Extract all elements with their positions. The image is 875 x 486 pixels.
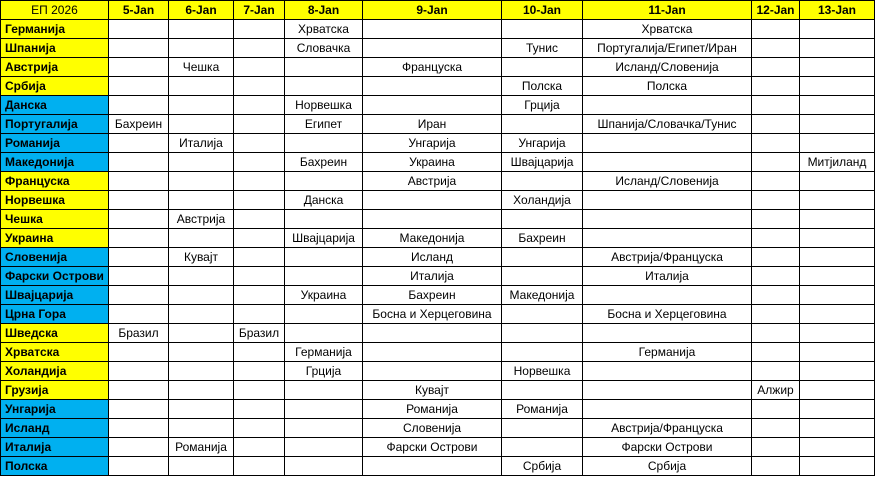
opponent-cell[interactable] (234, 191, 285, 210)
opponent-cell[interactable] (752, 210, 800, 229)
table-row (1, 362, 875, 381)
opponent-cell[interactable]: Кувајт (169, 248, 234, 267)
team-name-cell[interactable]: Шпанија (1, 39, 109, 58)
date-header[interactable]: 13-Jan (800, 1, 875, 20)
opponent-cell[interactable] (285, 381, 363, 400)
table-row (1, 419, 875, 438)
opponent-cell[interactable] (800, 172, 875, 191)
opponent-cell[interactable]: Фарски Острови (583, 438, 752, 457)
opponent-cell[interactable] (752, 153, 800, 172)
opponent-cell[interactable]: Швајцарија (285, 229, 363, 248)
opponent-cell[interactable] (800, 210, 875, 229)
opponent-cell[interactable] (234, 153, 285, 172)
opponent-cell[interactable]: Бахреин (363, 286, 502, 305)
opponent-cell[interactable] (169, 115, 234, 134)
opponent-cell[interactable] (169, 77, 234, 96)
opponent-cell[interactable] (752, 267, 800, 286)
opponent-cell[interactable] (502, 305, 583, 324)
opponent-cell[interactable]: Унгарија (363, 134, 502, 153)
opponent-cell[interactable] (285, 400, 363, 419)
opponent-cell[interactable] (800, 191, 875, 210)
opponent-cell[interactable]: Словачка (285, 39, 363, 58)
table-row (1, 20, 875, 39)
opponent-cell[interactable] (800, 96, 875, 115)
opponent-cell[interactable] (109, 438, 169, 457)
opponent-cell[interactable] (583, 400, 752, 419)
date-header[interactable]: 12-Jan (752, 1, 800, 20)
date-header[interactable]: 8-Jan (285, 1, 363, 20)
opponent-cell[interactable] (109, 305, 169, 324)
opponent-cell[interactable] (800, 248, 875, 267)
opponent-cell[interactable] (502, 210, 583, 229)
team-name-cell[interactable]: Германија (1, 20, 109, 39)
opponent-cell[interactable] (583, 381, 752, 400)
date-header[interactable]: 9-Jan (363, 1, 502, 20)
opponent-cell[interactable]: Германија (583, 343, 752, 362)
opponent-cell[interactable] (234, 210, 285, 229)
opponent-cell[interactable]: Тунис (502, 39, 583, 58)
opponent-cell[interactable]: Босна и Херцеговина (363, 305, 502, 324)
opponent-cell[interactable] (285, 58, 363, 77)
opponent-cell[interactable]: Германија (285, 343, 363, 362)
opponent-cell[interactable] (285, 77, 363, 96)
opponent-cell[interactable] (363, 96, 502, 115)
opponent-cell[interactable] (109, 381, 169, 400)
table-row (1, 191, 875, 210)
team-name-cell[interactable]: Италија (1, 438, 109, 457)
date-header[interactable]: 7-Jan (234, 1, 285, 20)
opponent-cell[interactable] (234, 381, 285, 400)
opponent-cell[interactable] (752, 96, 800, 115)
date-header[interactable]: 6-Jan (169, 1, 234, 20)
opponent-cell[interactable]: Иран (363, 115, 502, 134)
opponent-cell[interactable] (234, 362, 285, 381)
opponent-cell[interactable] (502, 438, 583, 457)
opponent-cell[interactable]: Италија (169, 134, 234, 153)
opponent-cell[interactable] (109, 267, 169, 286)
opponent-cell[interactable] (109, 191, 169, 210)
opponent-cell[interactable]: Бахреин (109, 115, 169, 134)
table-row (1, 305, 875, 324)
opponent-cell[interactable]: Француска (363, 58, 502, 77)
opponent-cell[interactable] (234, 115, 285, 134)
opponent-cell[interactable] (169, 96, 234, 115)
team-name-cell[interactable]: Фарски Острови (1, 267, 109, 286)
table-row (1, 39, 875, 58)
opponent-cell[interactable] (583, 134, 752, 153)
opponent-cell[interactable] (752, 77, 800, 96)
team-name-cell[interactable]: Србија (1, 77, 109, 96)
table-row (1, 58, 875, 77)
opponent-cell[interactable]: Чешка (169, 58, 234, 77)
opponent-cell[interactable] (234, 400, 285, 419)
opponent-cell[interactable] (234, 267, 285, 286)
opponent-cell[interactable] (800, 58, 875, 77)
opponent-cell[interactable] (752, 362, 800, 381)
opponent-cell[interactable] (583, 191, 752, 210)
opponent-cell[interactable]: Алжир (752, 381, 800, 400)
opponent-cell[interactable] (285, 438, 363, 457)
opponent-cell[interactable]: Босна и Херцеговина (583, 305, 752, 324)
opponent-cell[interactable] (502, 381, 583, 400)
team-name-cell[interactable]: Грузија (1, 381, 109, 400)
opponent-cell[interactable] (234, 77, 285, 96)
opponent-cell[interactable]: Украина (363, 153, 502, 172)
opponent-cell[interactable]: Митјиланд (800, 153, 875, 172)
opponent-cell[interactable] (752, 20, 800, 39)
opponent-cell[interactable] (234, 96, 285, 115)
table-row (1, 438, 875, 457)
team-name-cell[interactable]: Украина (1, 229, 109, 248)
opponent-cell[interactable] (502, 58, 583, 77)
table-row (1, 343, 875, 362)
opponent-cell[interactable] (169, 324, 234, 343)
opponent-cell[interactable]: Хрватска (285, 20, 363, 39)
opponent-cell[interactable] (752, 400, 800, 419)
opponent-cell[interactable]: Фарски Острови (363, 438, 502, 457)
opponent-cell[interactable] (234, 39, 285, 58)
opponent-cell[interactable] (752, 229, 800, 248)
opponent-cell[interactable] (234, 286, 285, 305)
opponent-cell[interactable]: Норвешка (502, 362, 583, 381)
opponent-cell[interactable] (109, 134, 169, 153)
opponent-cell[interactable]: Данска (285, 191, 363, 210)
opponent-cell[interactable]: Исланд/Словенија (583, 58, 752, 77)
opponent-cell[interactable] (502, 20, 583, 39)
opponent-cell[interactable] (583, 96, 752, 115)
opponent-cell[interactable] (234, 134, 285, 153)
opponent-cell[interactable] (169, 419, 234, 438)
opponent-cell[interactable] (752, 191, 800, 210)
opponent-cell[interactable] (800, 20, 875, 39)
opponent-cell[interactable] (234, 58, 285, 77)
opponent-cell[interactable]: Бахреин (502, 229, 583, 248)
corner-cell[interactable]: ЕП 2026 (1, 1, 109, 20)
team-name-cell[interactable]: Полска (1, 457, 109, 476)
team-name-cell[interactable]: Данска (1, 96, 109, 115)
date-header[interactable]: 10-Jan (502, 1, 583, 20)
opponent-cell[interactable] (169, 172, 234, 191)
opponent-cell[interactable] (502, 172, 583, 191)
opponent-cell[interactable] (109, 172, 169, 191)
table-row (1, 153, 875, 172)
opponent-cell[interactable] (502, 324, 583, 343)
opponent-cell[interactable] (109, 153, 169, 172)
opponent-cell[interactable]: Романија (169, 438, 234, 457)
table-row (1, 400, 875, 419)
opponent-cell[interactable] (234, 305, 285, 324)
team-name-cell[interactable]: Француска (1, 172, 109, 191)
opponent-cell[interactable]: Португалија/Египет/Иран (583, 39, 752, 58)
opponent-cell[interactable]: Исланд/Словенија (583, 172, 752, 191)
opponent-cell[interactable] (234, 343, 285, 362)
opponent-cell[interactable] (800, 362, 875, 381)
opponent-cell[interactable] (285, 267, 363, 286)
team-name-cell[interactable]: Чешка (1, 210, 109, 229)
opponent-cell[interactable] (169, 457, 234, 476)
opponent-cell[interactable] (285, 210, 363, 229)
opponent-cell[interactable] (752, 172, 800, 191)
opponent-cell[interactable] (800, 419, 875, 438)
opponent-cell[interactable] (363, 39, 502, 58)
opponent-cell[interactable]: Австрија (169, 210, 234, 229)
opponent-cell[interactable]: Австрија/Француска (583, 419, 752, 438)
opponent-cell[interactable]: Македонија (502, 286, 583, 305)
opponent-cell[interactable] (583, 210, 752, 229)
opponent-cell[interactable] (109, 400, 169, 419)
opponent-cell[interactable] (109, 362, 169, 381)
opponent-cell[interactable] (800, 286, 875, 305)
opponent-cell[interactable] (800, 267, 875, 286)
opponent-cell[interactable] (285, 134, 363, 153)
opponent-cell[interactable] (363, 343, 502, 362)
opponent-cell[interactable] (800, 324, 875, 343)
team-name-cell[interactable]: Црна Гора (1, 305, 109, 324)
table-row (1, 172, 875, 191)
opponent-cell[interactable] (752, 343, 800, 362)
opponent-cell[interactable]: Австрија (363, 172, 502, 191)
team-name-cell[interactable]: Хрватска (1, 343, 109, 362)
opponent-cell[interactable] (800, 115, 875, 134)
table-row (1, 115, 875, 134)
opponent-cell[interactable]: Италија (363, 267, 502, 286)
opponent-cell[interactable] (169, 305, 234, 324)
team-name-cell[interactable]: Романија (1, 134, 109, 153)
opponent-cell[interactable] (752, 457, 800, 476)
table-row (1, 457, 875, 476)
team-name-cell[interactable]: Словенија (1, 248, 109, 267)
opponent-cell[interactable] (583, 362, 752, 381)
opponent-cell[interactable] (752, 248, 800, 267)
opponent-cell[interactable] (109, 286, 169, 305)
opponent-cell[interactable] (234, 20, 285, 39)
team-name-cell[interactable]: Холандија (1, 362, 109, 381)
opponent-cell[interactable] (109, 58, 169, 77)
table-row (1, 286, 875, 305)
opponent-cell[interactable] (752, 58, 800, 77)
opponent-cell[interactable] (800, 77, 875, 96)
opponent-cell[interactable]: Грција (502, 96, 583, 115)
opponent-cell[interactable] (800, 457, 875, 476)
team-name-cell[interactable]: Норвешка (1, 191, 109, 210)
table-row (1, 324, 875, 343)
opponent-cell[interactable] (285, 419, 363, 438)
opponent-cell[interactable]: Египет (285, 115, 363, 134)
opponent-cell[interactable]: Холандија (502, 191, 583, 210)
opponent-cell[interactable]: Романија (502, 400, 583, 419)
team-name-cell[interactable]: Шведска (1, 324, 109, 343)
opponent-cell[interactable] (800, 134, 875, 153)
opponent-cell[interactable] (752, 438, 800, 457)
date-header[interactable]: 11-Jan (583, 1, 752, 20)
opponent-cell[interactable] (363, 210, 502, 229)
opponent-cell[interactable] (109, 229, 169, 248)
opponent-cell[interactable] (800, 381, 875, 400)
opponent-cell[interactable] (285, 324, 363, 343)
opponent-cell[interactable] (169, 381, 234, 400)
opponent-cell[interactable] (234, 438, 285, 457)
opponent-cell[interactable] (109, 419, 169, 438)
opponent-cell[interactable]: Србија (583, 457, 752, 476)
opponent-cell[interactable] (363, 20, 502, 39)
opponent-cell[interactable]: Полска (583, 77, 752, 96)
opponent-cell[interactable] (502, 343, 583, 362)
opponent-cell[interactable] (800, 400, 875, 419)
opponent-cell[interactable] (109, 248, 169, 267)
table-row (1, 248, 875, 267)
opponent-cell[interactable] (109, 457, 169, 476)
opponent-cell[interactable]: Норвешка (285, 96, 363, 115)
opponent-cell[interactable] (752, 115, 800, 134)
opponent-cell[interactable] (234, 419, 285, 438)
opponent-cell[interactable] (502, 115, 583, 134)
opponent-cell[interactable]: Бразил (109, 324, 169, 343)
opponent-cell[interactable]: Македонија (363, 229, 502, 248)
team-name-cell[interactable]: Португалија (1, 115, 109, 134)
opponent-cell[interactable] (363, 191, 502, 210)
opponent-cell[interactable] (752, 305, 800, 324)
opponent-cell[interactable] (109, 39, 169, 58)
opponent-cell[interactable] (800, 305, 875, 324)
table-row (1, 210, 875, 229)
opponent-cell[interactable]: Шпанија/Словачка/Тунис (583, 115, 752, 134)
opponent-cell[interactable] (583, 324, 752, 343)
opponent-cell[interactable] (363, 324, 502, 343)
opponent-cell[interactable] (169, 191, 234, 210)
opponent-cell[interactable] (109, 343, 169, 362)
opponent-cell[interactable] (583, 153, 752, 172)
table-row (1, 381, 875, 400)
opponent-cell[interactable] (583, 286, 752, 305)
table-row (1, 229, 875, 248)
opponent-cell[interactable] (363, 457, 502, 476)
opponent-cell[interactable]: Исланд (363, 248, 502, 267)
opponent-cell[interactable] (109, 96, 169, 115)
opponent-cell[interactable] (169, 39, 234, 58)
opponent-cell[interactable] (800, 438, 875, 457)
team-name-cell[interactable]: Унгарија (1, 400, 109, 419)
opponent-cell[interactable] (169, 286, 234, 305)
opponent-cell[interactable] (800, 343, 875, 362)
opponent-cell[interactable]: Полска (502, 77, 583, 96)
opponent-cell[interactable]: Италија (583, 267, 752, 286)
opponent-cell[interactable] (800, 229, 875, 248)
opponent-cell[interactable] (363, 362, 502, 381)
table-row (1, 267, 875, 286)
opponent-cell[interactable] (502, 419, 583, 438)
opponent-cell[interactable]: Словенија (363, 419, 502, 438)
opponent-cell[interactable] (169, 229, 234, 248)
opponent-cell[interactable]: Србија (502, 457, 583, 476)
opponent-cell[interactable] (285, 172, 363, 191)
opponent-cell[interactable] (169, 362, 234, 381)
team-name-cell[interactable]: Македонија (1, 153, 109, 172)
opponent-cell[interactable]: Кувајт (363, 381, 502, 400)
opponent-cell[interactable]: Австрија/Француска (583, 248, 752, 267)
date-header[interactable]: 5-Jan (109, 1, 169, 20)
opponent-cell[interactable] (800, 39, 875, 58)
opponent-cell[interactable] (109, 77, 169, 96)
opponent-cell[interactable] (502, 248, 583, 267)
opponent-cell[interactable] (109, 20, 169, 39)
opponent-cell[interactable]: Унгарија (502, 134, 583, 153)
team-name-cell[interactable]: Австрија (1, 58, 109, 77)
opponent-cell[interactable] (234, 229, 285, 248)
opponent-cell[interactable]: Швајцарија (502, 153, 583, 172)
team-name-cell[interactable]: Швајцарија (1, 286, 109, 305)
opponent-cell[interactable] (169, 400, 234, 419)
opponent-cell[interactable] (285, 305, 363, 324)
opponent-cell[interactable] (583, 229, 752, 248)
opponent-cell[interactable] (752, 419, 800, 438)
opponent-cell[interactable] (502, 267, 583, 286)
opponent-cell[interactable]: Бразил (234, 324, 285, 343)
opponent-cell[interactable] (234, 248, 285, 267)
opponent-cell[interactable] (752, 324, 800, 343)
opponent-cell[interactable] (234, 172, 285, 191)
opponent-cell[interactable]: Бахреин (285, 153, 363, 172)
table-row (1, 77, 875, 96)
opponent-cell[interactable] (363, 77, 502, 96)
team-name-cell[interactable]: Исланд (1, 419, 109, 438)
table-row (1, 96, 875, 115)
opponent-cell[interactable] (169, 153, 234, 172)
opponent-cell[interactable]: Грција (285, 362, 363, 381)
header-row (1, 1, 875, 20)
opponent-cell[interactable] (234, 457, 285, 476)
opponent-cell[interactable]: Романија (363, 400, 502, 419)
opponent-cell[interactable] (285, 457, 363, 476)
table-row (1, 134, 875, 153)
opponent-cell[interactable] (752, 39, 800, 58)
opponent-cell[interactable] (285, 248, 363, 267)
opponent-cell[interactable] (752, 134, 800, 153)
opponent-cell[interactable] (169, 267, 234, 286)
opponent-cell[interactable]: Хрватска (583, 20, 752, 39)
opponent-cell[interactable] (169, 20, 234, 39)
opponent-cell[interactable] (169, 343, 234, 362)
opponent-cell[interactable]: Украина (285, 286, 363, 305)
opponent-cell[interactable] (109, 210, 169, 229)
opponent-cell[interactable] (752, 286, 800, 305)
